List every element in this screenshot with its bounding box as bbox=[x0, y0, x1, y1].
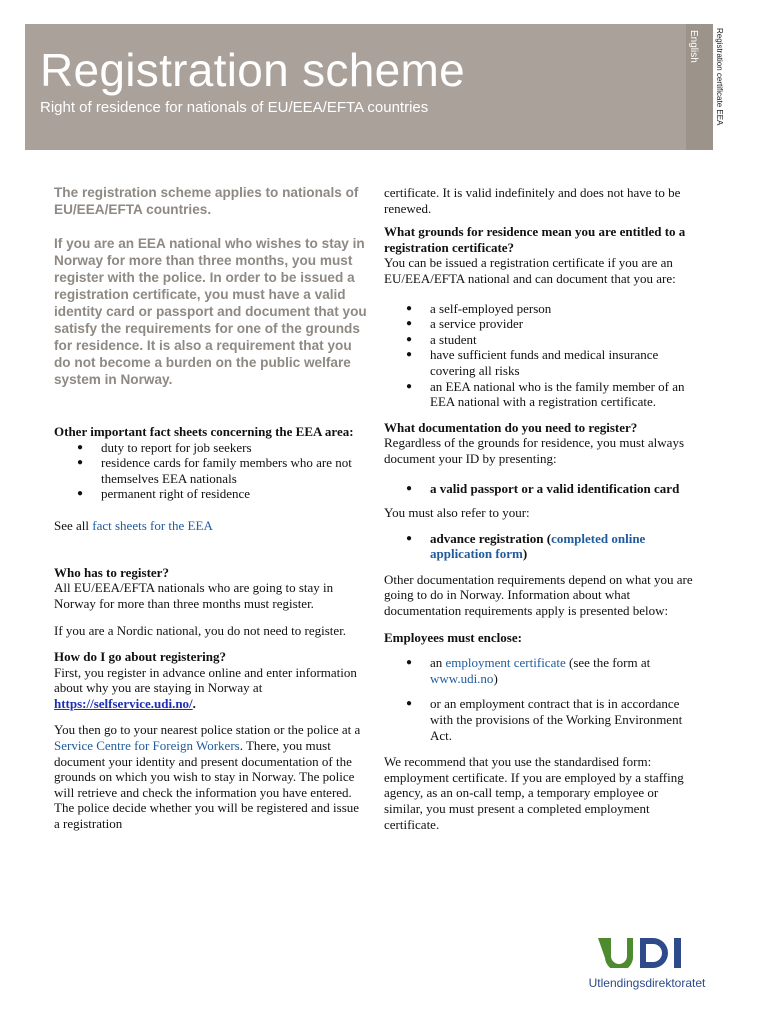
see-all-paragraph: See all fact sheets for the EEA bbox=[54, 517, 213, 533]
bullet-icon: ● bbox=[406, 657, 413, 669]
intro-summary: The registration scheme applies to nationals of EU/EEA/EFTA countries. bbox=[54, 185, 359, 217]
right-column bbox=[384, 185, 700, 832]
list-item: ● residence cards for family members who are not themselves EEA nationals bbox=[77, 455, 352, 486]
police-text: You then go to your nearest police station or the police at a Service Centre for Foreign Workers. There, you must document your identity and present documentation of the grounds on which you wish to stay in Norway. The police will retrieve and check the information you have entered. The police decide whether you will be registered and issue a registration bbox=[54, 722, 361, 831]
bullet-icon: ● bbox=[406, 349, 413, 361]
refer-list bbox=[384, 531, 700, 562]
list-item: ● a student bbox=[406, 331, 477, 347]
selfservice-link[interactable]: https://selfservice.udi.no/ bbox=[54, 695, 193, 711]
document-side-label: Registration certificate EEA bbox=[715, 28, 724, 126]
udi-logo-icon bbox=[582, 936, 712, 968]
list-item: ● duty to report for job seekers bbox=[77, 439, 252, 455]
employment-certificate-link[interactable]: employment certificate bbox=[445, 655, 566, 671]
grounds-text: You can be issued a registration certificate if you are an EU/EEA/EFTA national and can document that you are: bbox=[384, 255, 676, 286]
refer-text: You must also refer to your: bbox=[384, 505, 530, 521]
list-item: ● or an employment contract that is in accordance with the provisions of the Working Environment Act. bbox=[406, 696, 683, 743]
udi-website-link[interactable]: www.udi.no bbox=[430, 670, 494, 686]
list-item: ● permanent right of residence bbox=[77, 486, 251, 502]
page-title: Registration scheme bbox=[40, 44, 466, 96]
bullet-icon: ● bbox=[406, 698, 413, 710]
nordic-text: If you are a Nordic national, you do not need to register. bbox=[54, 623, 347, 639]
intro-body: If you are an EEA national who wishes to stay in Norway for more than three months, you must register with the police. In order to be issued a registration certificate, you must have a valid identity card or passport and document that you satisfy the requirements for one of the grounds for residence. It is also a requirement that you do not become a burden on the public welfare system in Norway. bbox=[54, 236, 367, 387]
list-item: ● a valid passport or a valid identification card bbox=[406, 480, 680, 496]
language-label: English bbox=[688, 30, 699, 63]
page-subtitle: Right of residence for nationals of EU/EEA/EFTA countries bbox=[40, 99, 429, 116]
continued-text: certificate. It is valid indefinitely and does not have to be renewed. bbox=[384, 185, 681, 216]
recommendation-text: We recommend that you use the standardised form: employment certificate. If you are employed by a staffing agency, as an on-call temp, a temporary employee or similar, you must present a completed employment certificate. bbox=[384, 754, 684, 832]
how-heading: How do I go about registering? bbox=[54, 648, 227, 664]
bullet-icon: ● bbox=[406, 532, 413, 544]
who-text: All EU/EEA/EFTA nationals who are going to stay in Norway for more than three months must register. bbox=[54, 580, 334, 611]
bullet-icon: ● bbox=[406, 380, 413, 392]
bullet-icon: ● bbox=[406, 482, 413, 494]
list-item: ● a service provider bbox=[406, 316, 524, 332]
other-requirements-text: Other documentation requirements depend on what you are going to do in Norway. Information about what documentation requirements apply is presented below: bbox=[384, 571, 693, 619]
fact-sheets-list bbox=[54, 440, 368, 502]
bullet-icon: ● bbox=[406, 302, 413, 314]
bullet-icon: ● bbox=[406, 318, 413, 330]
employees-heading: Employees must enclose: bbox=[384, 629, 522, 645]
logo-tagline: Utlendingsdirektoratet bbox=[588, 976, 706, 990]
grounds-list bbox=[384, 301, 700, 410]
bullet-icon: ● bbox=[77, 441, 84, 453]
udi-logo bbox=[582, 936, 712, 996]
bullet-icon: ● bbox=[406, 333, 413, 345]
bullet-icon: ● bbox=[77, 457, 84, 469]
documentation-list bbox=[384, 481, 700, 497]
how-text: First, you register in advance online and enter information about why you are staying in Norway at https://selfservice.udi.no/. bbox=[54, 664, 357, 711]
fact-sheets-link[interactable]: fact sheets for the EEA bbox=[92, 517, 213, 533]
grounds-heading: What grounds for residence mean you are entitled to a registration certificate? bbox=[384, 224, 686, 255]
bullet-icon: ● bbox=[77, 488, 84, 500]
list-item: ● advance registration (completed online application form) bbox=[406, 530, 646, 562]
list-item: ● a self-employed person bbox=[406, 300, 552, 316]
documentation-heading: What documentation do you need to register? bbox=[384, 419, 638, 435]
employees-list bbox=[384, 655, 700, 743]
documentation-text: Regardless of the grounds for residence, you must always document your ID by presenting: bbox=[384, 435, 685, 466]
list-item: ● an EEA national who is the family member of an EEA national with a registration certificate. bbox=[406, 378, 685, 410]
service-centre-link[interactable]: Service Centre for Foreign Workers bbox=[54, 737, 240, 753]
fact-sheets-heading: Other important fact sheets concerning the EEA area: bbox=[54, 424, 354, 439]
application-form-link[interactable]: completed online application form bbox=[430, 530, 646, 562]
who-heading: Who has to register? bbox=[54, 564, 169, 580]
list-item: ● an employment certificate (see the form at www.udi.no) bbox=[406, 655, 651, 686]
list-item: ● have sufficient funds and medical insurance covering all risks bbox=[406, 347, 659, 378]
left-column bbox=[54, 184, 368, 831]
